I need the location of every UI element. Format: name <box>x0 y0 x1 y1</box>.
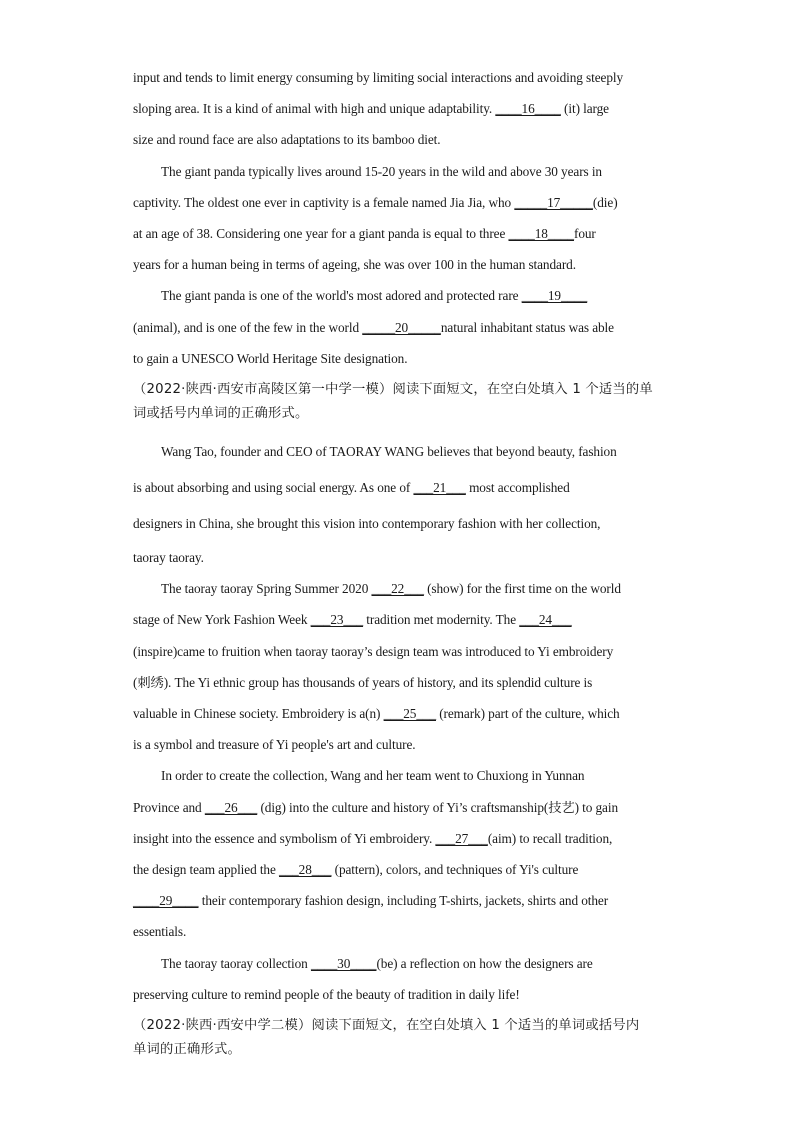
passage1-line: size and round face are also adaptations to its bamboo diet. <box>133 132 441 148</box>
passage2-line: The taoray taoray Spring Summer 2020 ___22___ (show) for the first time on the world <box>161 581 621 597</box>
passage2-line: Wang Tao, founder and CEO of TAORAY WANG believes that beyond beauty, fashion <box>161 444 617 460</box>
blank-25[interactable]: ___25___ <box>383 706 436 722</box>
passage2-line: valuable in Chinese society. Embroidery is a(n) ___25___ (remark) part of the culture, which <box>133 706 620 722</box>
blank-24[interactable]: ___24___ <box>519 612 572 628</box>
passage2-line: ____29____ their contemporary fashion design, including T-shirts, jackets, shirts and other <box>133 893 609 909</box>
passage2-line: the design team applied the ___28___ (pattern), colors, and techniques of Yi's culture <box>133 862 579 878</box>
passage2-line: is about absorbing and using social energy. As one of ___21___ most accomplished <box>133 480 570 496</box>
passage2-line: taoray taoray. <box>133 550 204 566</box>
passage2-line: stage of New York Fashion Week ___23___ tradition met modernity. The ___24___ <box>133 612 572 628</box>
passage1-line: captivity. The oldest one ever in captivity is a female named Jia Jia, who _____17_____(die) <box>133 194 618 210</box>
passage1-line: to gain a UNESCO World Heritage Site designation. <box>133 350 408 366</box>
blank-26[interactable]: ___26___ <box>204 799 258 815</box>
blank-30[interactable]: ____30____ <box>310 955 377 971</box>
source-heading-line: 词或括号内单词的正确形式。 <box>133 406 309 422</box>
passage1-line: years for a human being in terms of ageing, she was over 100 in the human standard. <box>133 257 576 273</box>
source-heading <box>133 1014 663 1062</box>
blank-28[interactable]: ___28___ <box>279 862 332 878</box>
passage2-line: is a symbol and treasure of Yi people's art and culture. <box>133 737 416 753</box>
passage2-line: insight into the essence and symbolism of Yi embroidery. ___27___(aim) to recall tradition, <box>133 830 613 846</box>
passage2-line: (刺绣). The Yi ethnic group has thousands of years of history, and its splendid culture is <box>133 674 593 690</box>
blank-21[interactable]: ___21___ <box>413 480 466 496</box>
source-heading-line: （2022·陕西·西安中学二模）阅读下面短文，在空白处填入 1 个适当的单词或括号内 <box>133 1018 640 1034</box>
passage2-line: Province and ___26___ (dig) into the culture and history of Yi’s craftsmanship(技艺) to gain <box>133 799 619 815</box>
passage2-line: designers in China, she brought this vision into contemporary fashion with her collection, <box>133 516 601 532</box>
passage2-line: In order to create the collection, Wang and her team went to Chuxiong in Yunnan <box>161 768 585 784</box>
document-body <box>133 62 663 1070</box>
blank-16[interactable]: ____16____ <box>495 101 561 117</box>
blank-23[interactable]: ___23___ <box>310 612 364 628</box>
passage2-line: essentials. <box>133 924 187 940</box>
passage1-line: (animal), and is one of the few in the world _____20_____natural inhabitant status was able <box>133 319 614 335</box>
passage2-line: The taoray taoray collection ____30____(be) a reflection on how the designers are <box>161 955 593 971</box>
passage1-line: sloping area. It is a kind of animal with high and unique adaptability. ____16____ (it) large <box>133 101 609 117</box>
source-heading <box>133 378 663 426</box>
passage1-line: at an age of 38. Considering one year for a giant panda is equal to three ____18____four <box>133 226 596 242</box>
passage2-line: preserving culture to remind people of the beauty of tradition in daily life! <box>133 986 520 1002</box>
source-heading-line: （2022·陕西·西安市高陵区第一中学一模）阅读下面短文，在空白处填入 1 个适当的单 <box>133 382 653 398</box>
passage1-line: input and tends to limit energy consuming by limiting social interactions and avoiding steeply <box>133 70 624 85</box>
blank-20[interactable]: _____20_____ <box>362 319 441 335</box>
source-heading-line: 单词的正确形式。 <box>133 1042 241 1058</box>
blank-17[interactable]: _____17_____ <box>514 194 593 210</box>
passage1-line: The giant panda typically lives around 15-20 years in the wild and above 30 years in <box>161 163 602 179</box>
blank-29[interactable]: ____29____ <box>133 893 199 909</box>
passage2-line: (inspire)came to fruition when taoray taoray’s design team was introduced to Yi embroidery <box>133 643 614 659</box>
passage1-line: The giant panda is one of the world's most adored and protected rare ____19____ <box>161 288 588 304</box>
blank-22[interactable]: ___22___ <box>371 581 424 597</box>
blank-19[interactable]: ____19____ <box>521 288 588 304</box>
blank-18[interactable]: ____18____ <box>508 226 574 242</box>
blank-27[interactable]: ___27___ <box>435 830 488 846</box>
